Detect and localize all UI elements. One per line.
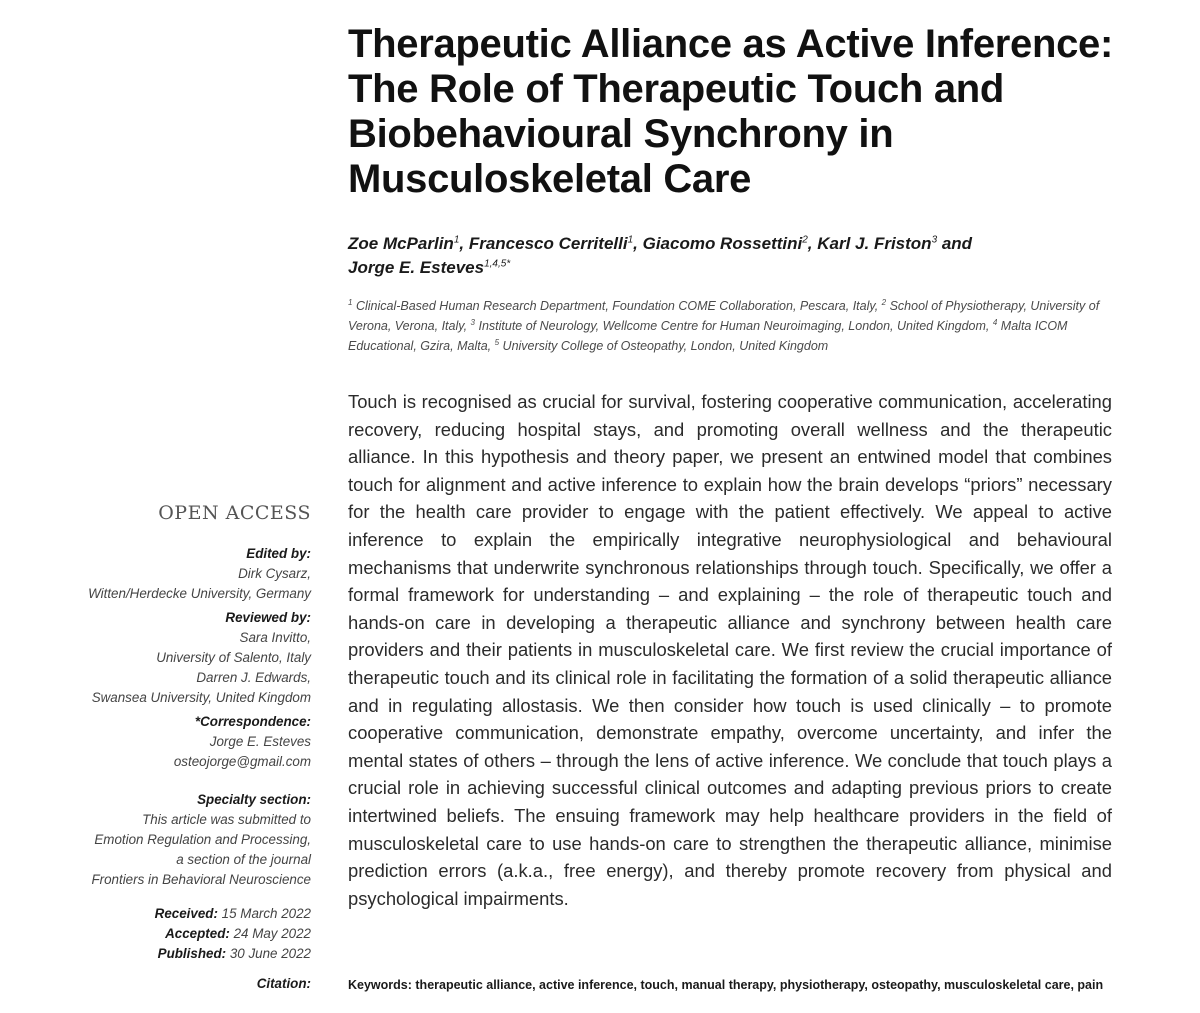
correspondence-label: *Correspondence: — [194, 714, 311, 729]
reviewer-affiliation: Swansea University, United Kingdom — [91, 690, 311, 705]
keywords-list: therapeutic alliance, active inference, touch, manual therapy, physiotherapy, osteopathy, musculoskeletal care, pain — [415, 978, 1104, 992]
specialty-label: Specialty section: — [197, 792, 311, 807]
edited-by-label: Edited by: — [246, 546, 311, 561]
author-separator: , — [807, 234, 818, 253]
specialty-text: a section of the journal — [176, 852, 311, 867]
author-affiliation-mark: 1,4,5* — [484, 258, 511, 270]
correspondence-name: Jorge E. Esteves — [209, 734, 311, 749]
open-access-label: OPEN ACCESS — [158, 502, 311, 524]
keywords — [348, 976, 1112, 995]
affiliation-mark: 3 — [470, 317, 475, 327]
affiliation-mark: 1 — [348, 297, 353, 307]
author-separator: and — [937, 234, 973, 253]
specialty-text: Emotion Regulation and Processing, — [94, 832, 311, 847]
author-separator: , — [633, 234, 643, 253]
author[interactable]: Jorge E. Esteves — [348, 258, 485, 277]
edited-by-section — [40, 544, 311, 604]
reviewed-by-section — [40, 608, 311, 708]
accepted-date — [40, 924, 311, 944]
published-label: Published: — [157, 946, 227, 961]
correspondence-email-link[interactable]: osteojorge@gmail.com — [173, 754, 311, 769]
accepted-value: 24 May 2022 — [233, 926, 311, 941]
reviewer-affiliation: University of Salento, Italy — [156, 650, 311, 665]
author-list — [348, 232, 1128, 280]
specialty-section — [40, 790, 311, 890]
editor-affiliation: Witten/Herdecke University, Germany — [88, 586, 311, 601]
article-title: Therapeutic Alliance as Active Inference: The Role of Therapeutic Touch and Biobehavioural Synchrony in Musculoskeletal Care — [348, 22, 1114, 201]
reviewed-by-label: Reviewed by: — [225, 610, 311, 625]
accepted-label: Accepted: — [165, 926, 230, 941]
published-date — [40, 944, 311, 964]
citation-label: Citation: — [256, 976, 311, 991]
author[interactable]: Francesco Cerritelli — [468, 234, 628, 253]
reviewer-name[interactable]: Darren J. Edwards, — [196, 670, 311, 685]
affiliation: Clinical-Based Human Research Department, Foundation COME Collaboration, Pescara, Italy, — [355, 299, 882, 313]
dates-section — [40, 904, 311, 964]
author-separator: , — [459, 234, 469, 253]
correspondence-section — [40, 712, 311, 772]
author-affiliation-mark: 1 — [453, 234, 460, 246]
specialty-text: This article was submitted to — [142, 812, 311, 827]
author[interactable]: Giacomo Rossettini — [642, 234, 803, 253]
affiliations — [348, 296, 1138, 356]
keywords-label: Keywords: — [348, 978, 412, 992]
received-value: 15 March 2022 — [221, 906, 311, 921]
author[interactable]: Zoe McParlin — [348, 234, 454, 253]
received-label: Received: — [154, 906, 218, 921]
author-affiliation-mark: 3 — [931, 234, 938, 246]
article-info-sidebar — [40, 500, 311, 994]
editor-name[interactable]: Dirk Cysarz, — [238, 566, 311, 581]
affiliation: Institute of Neurology, Wellcome Centre for Human Neuroimaging, London, United Kingdom, — [478, 319, 993, 333]
received-date — [40, 904, 311, 924]
reviewer-name[interactable]: Sara Invitto, — [239, 630, 311, 645]
affiliation: School of Physiotherapy, University of Verona, Verona, Italy, — [348, 299, 1100, 333]
affiliation-mark: 4 — [992, 317, 998, 327]
affiliation: Malta ICOM Educational, Gzira, Malta, — [348, 319, 1068, 353]
author[interactable]: Karl J. Friston — [817, 234, 932, 253]
author-affiliation-mark: 1 — [627, 234, 634, 246]
author-affiliation-mark: 2 — [802, 234, 808, 246]
abstract: Touch is recognised as crucial for survival, fostering cooperative communication, accelerating recovery, reducing hospital stays, and promoting overall wellness and the therapeutic alliance. In this hypothesis and theory paper, we present an entwined model that combines touch for alignment and active inference to explain how the brain develops “priors” necessary for the health care provider to engage with the patient effectively. We appeal to active inference to explain the empirically integrative neurophysiological and behavioural mechanisms that underwrite synchronous relationships through touch. Specifically, we offer a formal framework for understanding – and explaining – the role of therapeutic touch and hands-on care in developing a therapeutic alliance and synchrony between health care providers and their patients in musculoskeletal care. We first review the crucial importance of therapeutic touch and its clinical role in facilitating the formation of a solid therapeutic alliance and in regulating allostasis. We then consider how touch is used clinically – to promote cooperative communication, demonstrate empathy, overcome uncertainty, and infer the mental states of others – through the lens of active inference. We conclude that touch plays a crucial role in achieving successful clinical outcomes and adapting previous priors to create intertwined beliefs. The ensuing framework may help healthcare providers in the field of musculoskeletal care to use hands-on care to strengthen the therapeutic alliance, minimise prediction errors (a.k.a., free energy), and thereby promote recovery from physical and psychological impairments. — [348, 391, 1112, 909]
affiliation: University College of Osteopathy, London, United Kingdom — [502, 339, 829, 353]
affiliation-mark: 2 — [881, 297, 887, 307]
published-value: 30 June 2022 — [229, 946, 311, 961]
affiliation-mark: 5 — [494, 337, 500, 347]
journal-name: Frontiers in Behavioral Neuroscience — [91, 872, 311, 887]
